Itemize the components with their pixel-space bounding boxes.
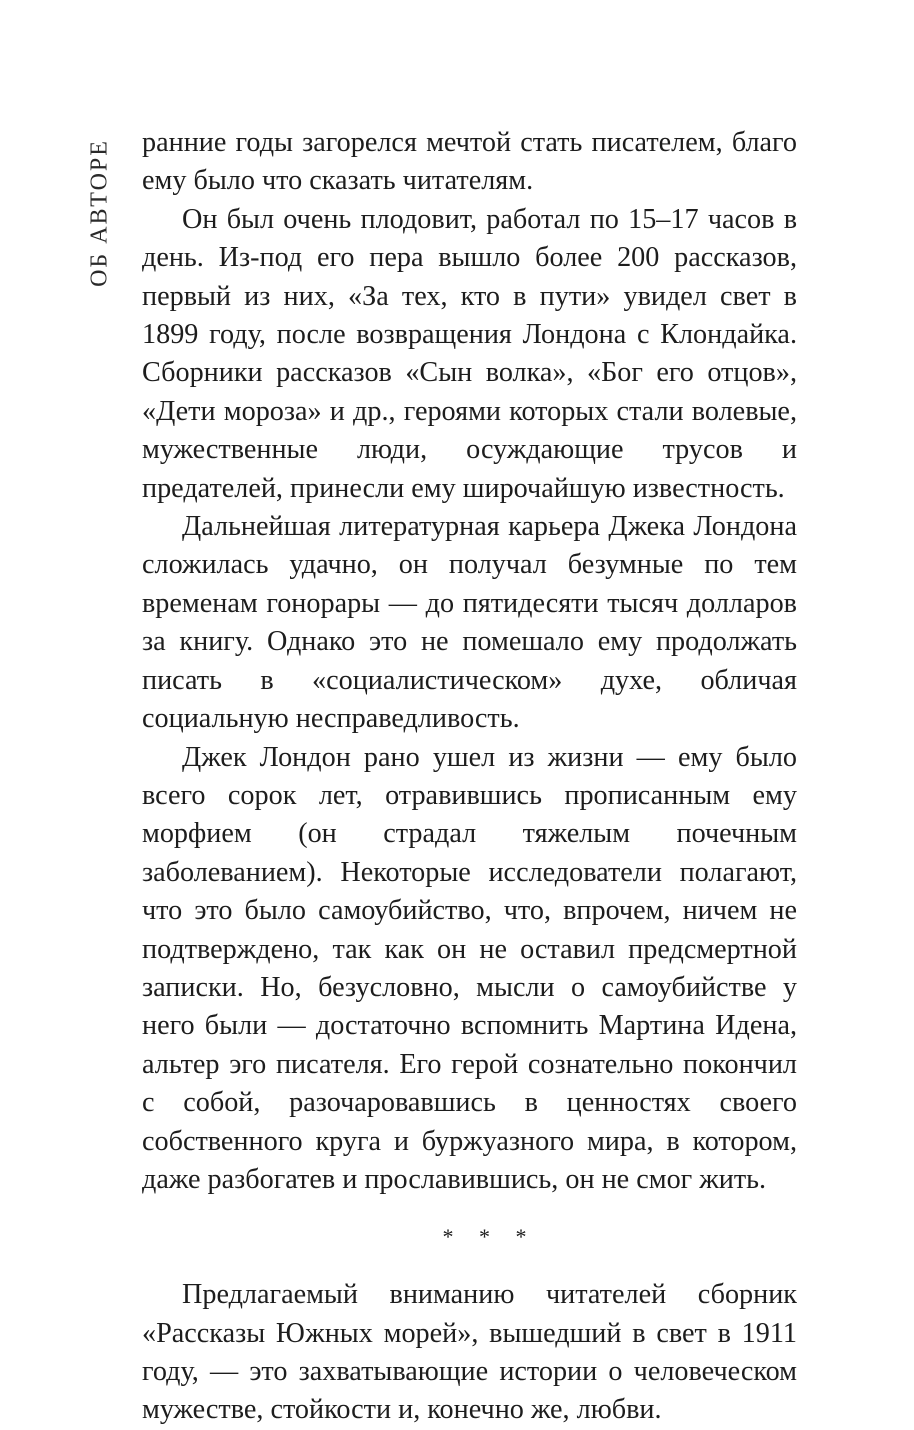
section-separator: * * * (442, 1224, 537, 1250)
paragraph-continuation: ранние годы загорелся мечтой стать писателем, благо ему было что сказать читателям. (142, 127, 797, 197)
running-head (80, 128, 120, 298)
body-text (142, 124, 797, 1430)
closing-paragraph: Предлагаемый вниманию читателей сборник «Рассказы Южных морей», вышедший в свет в 1911 году, — это захватывающие истории о человеческом мужестве, стойкости и, конечно же, любви. (142, 1279, 797, 1426)
running-head-text: ОБ АВТОРЕ (86, 139, 113, 287)
paragraph: Он был очень плодовит, работал по 15–17 часов в день. Из-под его пера вышло более 200 рассказов, первый из них, «За тех, кто в пути» увидел свет в 1899 году, после возвращения Лондона с Клондайка. Сборники рассказов «Сын волка», «Бог его отцов», «Дети мороза» и др., героями которых стали волевые, мужественные люди, осуждающие трусов и предателей, принесли ему широчайшую известность. (142, 203, 797, 504)
paragraph: Джек Лондон рано ушел из жизни — ему было всего сорок лет, отравившись прописанным ему морфием (он страдал тяжелым почечным заболеванием). Некоторые исследователи полагают, что это было самоубийство, что, впрочем, ничем не подтверждено, так как он не оставил предсмертной записки. Но, безусловно, мысли о самоубийстве у него были — достаточно вспомнить Мартина Идена, альтер эго писателя. Его герой сознательно покончил с собой, разочаровавшись в ценностях своего собственного круга и буржуазного мира, в котором, даже разбогатев и прославившись, он не смог жить. (142, 741, 797, 1195)
paragraph: Дальнейшая литературная карьера Джека Лондона сложилась удачно, он получал безумные по тем временам гонорары — до пятидесяти тысяч долларов за книгу. Однако это не помешало ему продолжать писать в «социалистическом» духе, обличая социальную несправедливость. (142, 511, 797, 735)
